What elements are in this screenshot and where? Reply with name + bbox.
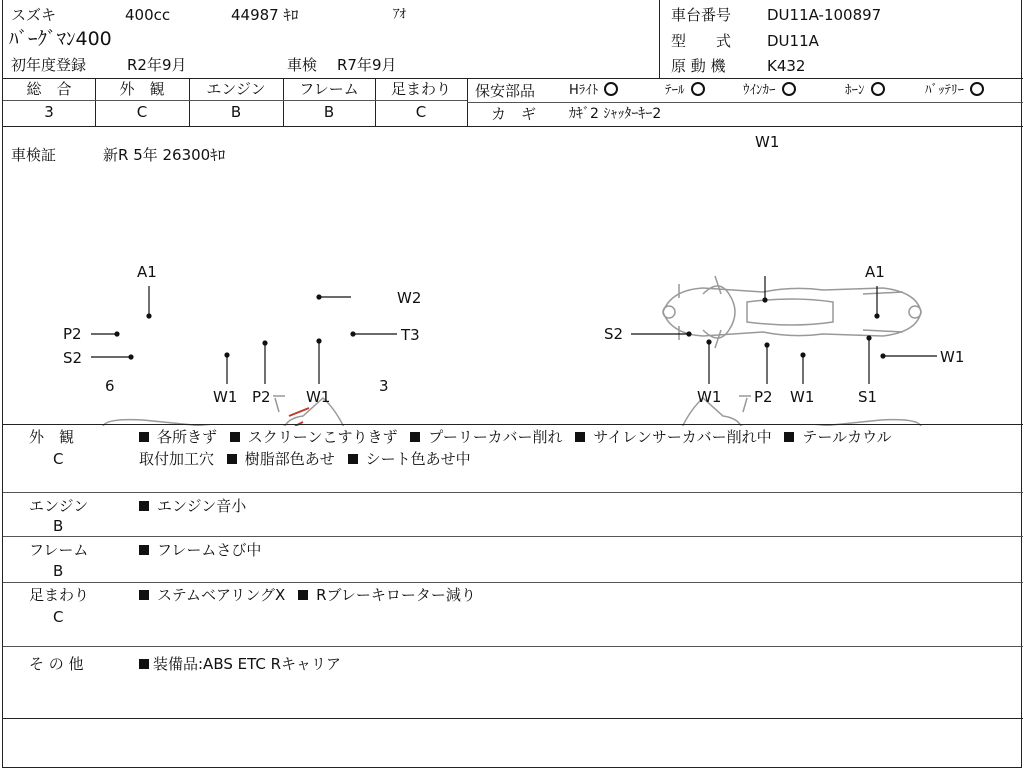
damage-code-label: W1 (940, 348, 965, 366)
damage-code-label: P2 (754, 388, 773, 406)
divider (3, 646, 1023, 647)
engine-grade-value: B (230, 103, 242, 121)
divider (3, 718, 1023, 719)
remark-suspension-items: ステムベアリングX Rブレーキローター減り (139, 586, 476, 604)
damage-code-label: 6 (105, 377, 115, 395)
damage-code-label: S2 (604, 325, 624, 343)
bullet-square-icon (410, 432, 420, 442)
suspension-grade-label: 足まわり (390, 80, 451, 98)
exterior-grade-label: 外 観 (119, 80, 165, 98)
damage-code-label: T3 (401, 326, 420, 344)
frame-number-value: DU11A-100897 (767, 6, 882, 24)
bullet-square-icon (139, 590, 149, 600)
scooter-top-view (663, 276, 921, 348)
engine-grade-label: エンジン (206, 80, 266, 98)
safety-item-taillight: ﾃｰﾙ (665, 82, 705, 100)
bullet-square-icon (348, 454, 358, 464)
damage-code-label: W1 (790, 388, 815, 406)
safety-item-winker: ｳｲﾝｶｰ (743, 82, 796, 100)
bullet-square-icon (139, 501, 149, 511)
first-registration-label: 初年度登録 (11, 56, 87, 74)
remark-suspension-label: 足まわり (29, 586, 90, 604)
displacement: 400cc (125, 6, 171, 24)
damage-code-label: W2 (397, 289, 422, 307)
damage-code-label: W1 (213, 388, 238, 406)
remark-exterior-grade: C (53, 450, 64, 468)
ok-circle-icon (691, 82, 705, 96)
bullet-square-icon (298, 590, 308, 600)
scooter-right-view (641, 396, 921, 426)
remark-engine-label: エンジン (29, 497, 89, 515)
safety-item-horn: ﾎｰﾝ (845, 82, 885, 100)
frame-number-label: 車台番号 (671, 6, 732, 24)
bullet-square-icon (139, 659, 149, 669)
damage-code-label: W1 (697, 388, 722, 406)
scooter-left-view (103, 396, 383, 426)
remark-frame-grade: B (53, 562, 64, 580)
remark-exterior-line2: 取付加工穴 樹脂部色あせ シート色あせ中 (139, 450, 471, 468)
damage-code-label: P2 (252, 388, 271, 406)
header-divider (659, 0, 660, 79)
mileage: 44987 ｷﾛ (231, 6, 299, 24)
divider (3, 536, 1023, 537)
overall-grade-label: 総 合 (26, 80, 72, 98)
model-name: ﾊﾞｰｸﾞﾏﾝ400 (9, 28, 112, 50)
ok-circle-icon (604, 82, 618, 96)
damage-code-label: S1 (858, 388, 878, 406)
damage-code-label: A1 (137, 263, 157, 281)
maker: スズキ (11, 6, 57, 24)
first-registration-value: R2年9月 (127, 56, 187, 74)
color: ｱｵ (393, 7, 406, 22)
safety-parts-label: 保安部品 (475, 82, 536, 100)
damage-code-label: P2 (63, 325, 82, 343)
suspension-grade-value: C (415, 103, 427, 121)
damage-code-label: W1 (755, 133, 780, 151)
divider (3, 582, 1023, 583)
bullet-square-icon (139, 545, 149, 555)
bullet-square-icon (784, 432, 794, 442)
damage-code-label: A1 (865, 263, 885, 281)
divider (3, 100, 467, 101)
divider (3, 424, 1023, 425)
safety-item-headlight: Hﾗｲﾄ (569, 82, 618, 100)
auction-sheet (2, 0, 1022, 768)
remark-other-item: 装備品:ABS ETC Rキャリア (139, 655, 341, 673)
inspection-label: 車検 (287, 56, 318, 74)
model-type-label: 型 式 (671, 32, 732, 50)
remark-other-label: そ の 他 (29, 655, 84, 673)
remark-engine-item: エンジン音小 (139, 497, 246, 515)
ok-circle-icon (970, 82, 984, 96)
remark-suspension-grade: C (53, 608, 64, 626)
overall-grade-value: 3 (44, 103, 54, 121)
frame-grade-label: フレーム (299, 80, 359, 98)
remark-exterior-label: 外 観 (29, 428, 75, 446)
ok-circle-icon (871, 82, 885, 96)
ok-circle-icon (782, 82, 796, 96)
exterior-grade-value: C (136, 103, 148, 121)
frame-grade-value: B (323, 103, 335, 121)
damage-code-label: W1 (306, 388, 331, 406)
divider (3, 492, 1023, 493)
damage-code-label: S2 (63, 349, 83, 367)
bullet-square-icon (575, 432, 585, 442)
bullet-square-icon (139, 432, 149, 442)
registration-cert-label: 車検証 (11, 146, 57, 164)
inspection-value: R7年9月 (337, 56, 397, 74)
remark-frame-label: フレーム (29, 541, 89, 559)
remark-engine-grade: B (53, 517, 64, 535)
bullet-square-icon (227, 454, 237, 464)
key-value: ｶｷﾞ2 ｼｬｯﾀｰｷｰ2 (569, 106, 662, 122)
remark-exterior-line1: 各所きず スクリーンこすりきず プーリーカバー削れ サイレンサーカバー削れ中 テールカウル (139, 428, 892, 446)
remark-frame-item: フレームさび中 (139, 541, 261, 559)
registration-cert-value: 新R 5年 26300ｷﾛ (103, 146, 226, 164)
key-label: カ ギ (491, 105, 537, 123)
model-type-value: DU11A (767, 32, 819, 50)
safety-item-battery: ﾊﾞｯﾃﾘｰ (925, 82, 984, 100)
divider (3, 78, 1023, 79)
engine-code-value: K432 (767, 57, 806, 75)
engine-code-label: 原 動 機 (671, 57, 726, 75)
bullet-square-icon (230, 432, 240, 442)
damage-code-label: 3 (379, 377, 389, 395)
divider (467, 102, 1023, 103)
